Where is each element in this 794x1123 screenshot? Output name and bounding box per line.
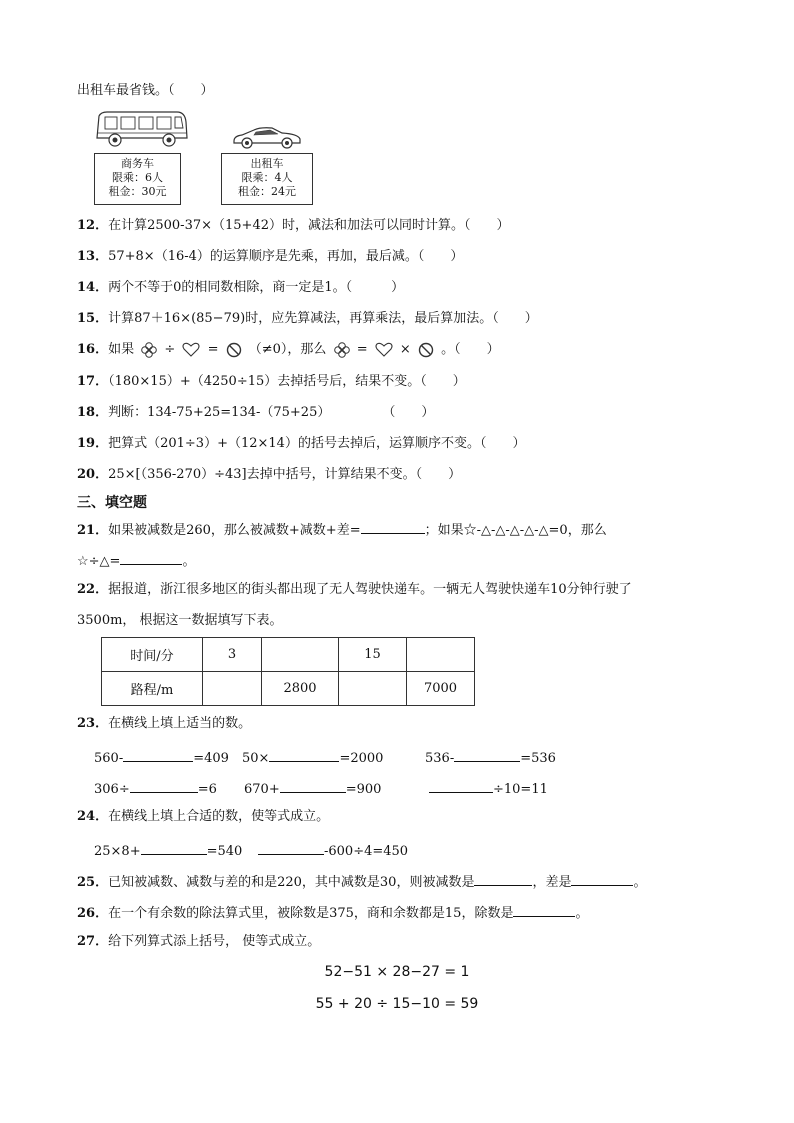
table-cell: 3 [203, 638, 262, 672]
times-sign: × [399, 342, 411, 357]
table-cell[interactable] [262, 638, 339, 672]
question-number: 13． [77, 249, 109, 264]
table-cell[interactable] [339, 672, 407, 706]
question-15 [77, 310, 538, 328]
question-19 [77, 435, 525, 453]
q21-part3: ☆÷△= [77, 554, 121, 569]
eq-pre: 536- [425, 751, 455, 766]
van-image [93, 108, 189, 154]
answer-blank[interactable] [269, 747, 339, 762]
table-cell: 路程/m [102, 672, 203, 706]
question-number: 26． [77, 906, 109, 921]
question-text: 57+8×（16-4）的运算顺序是先乘，再加，最后减。（ ） [108, 249, 464, 264]
answer-blank[interactable] [280, 778, 346, 793]
table-cell: 7000 [407, 672, 475, 706]
question-number: 24． [77, 809, 109, 824]
q23-item-2 [242, 747, 383, 766]
q25-part3: 。 [633, 875, 647, 890]
eq-post: -600÷4=450 [324, 844, 409, 859]
q26-part1: 在一个有余数的除法算式里，被除数是375，商和余数都是15，除数是 [108, 906, 514, 921]
question-text: 给下列算式添上括号， 使等式成立。 [108, 934, 321, 949]
question-number: 19． [77, 436, 109, 451]
q22-line1: 据报道，浙江很多地区的街头都出现了无人驾驶快递车。一辆无人驾驶快递车10分钟行驶了 [108, 582, 632, 597]
clover-icon [334, 342, 350, 358]
q23-item-4 [94, 778, 217, 797]
eq-post: =536 [520, 751, 556, 766]
q25-part2: ，差是 [532, 875, 572, 890]
question-20 [77, 466, 461, 484]
q23-item-1 [94, 747, 229, 766]
eq-post: =6 [197, 782, 217, 797]
question-number: 25． [77, 875, 109, 890]
question-17 [77, 373, 466, 391]
question-number: 20． [77, 467, 109, 482]
question-number: 23． [77, 716, 109, 731]
answer-blank[interactable] [454, 747, 520, 762]
equation-1: 52−51 × 28−27 = 1 [324, 964, 470, 980]
table-row [102, 672, 475, 706]
question-number: 18． [77, 405, 109, 420]
table-cell: 时间/分 [102, 638, 203, 672]
answer-blank[interactable] [123, 747, 193, 762]
question-14 [77, 279, 404, 297]
q16-condition: （≠0），那么 [248, 342, 327, 357]
question-text: 判断：134-75+25=134-（75+25） （ ） [108, 405, 435, 420]
question-text: 两个不等于0的相同数相除，商一定是1。（ ） [108, 280, 405, 295]
q23-item-6 [429, 778, 548, 797]
question-12 [77, 217, 509, 235]
eq-pre: 50× [242, 751, 270, 766]
equation-2: 55 + 20 ÷ 15−10 = 59 [315, 996, 479, 1012]
q24-item-1 [94, 840, 242, 859]
question-24 [77, 808, 329, 826]
eq-pre: 25×8+ [94, 844, 141, 859]
vehicle-box-taxi [221, 153, 313, 205]
q21-part1: 如果被减数是260，那么被减数+减数+差= [108, 523, 361, 538]
question-22-cont: 3500m， 根据这一数据填写下表。 [77, 613, 283, 628]
question-21 [77, 519, 607, 540]
eq-post: =540 [206, 844, 243, 859]
vehicle-name: 商务车 [121, 157, 154, 170]
eq-post: =900 [345, 782, 382, 797]
question-number: 22． [77, 582, 109, 597]
question-16 [77, 341, 500, 359]
answer-blank[interactable] [141, 840, 207, 855]
eq-pre: 560- [94, 751, 124, 766]
answer-blank[interactable] [429, 778, 493, 793]
taxi-image [232, 124, 302, 150]
vehicle-rent: 租金：30元 [108, 185, 167, 198]
question-number: 27． [77, 934, 109, 949]
equals-sign: = [207, 342, 219, 357]
vehicle-limit: 限乘：4人 [241, 171, 293, 184]
question-27 [77, 933, 320, 951]
question-18 [77, 404, 434, 422]
q26-part2: 。 [575, 906, 589, 921]
question-text: 在横线上填上合适的数，使等式成立。 [108, 809, 330, 824]
prohibited-icon [226, 342, 242, 358]
question-text: 计算87＋16×(85−79)时，应先算减法，再算乘法，最后算加法。（ ） [108, 311, 538, 326]
divide-sign: ÷ [164, 342, 176, 357]
q25-part1: 已知被减数、减数与差的和是220，其中减数是30，则被减数是 [108, 875, 475, 890]
answer-blank[interactable] [361, 519, 425, 534]
answer-blank[interactable] [513, 902, 575, 917]
q23-item-5 [244, 778, 381, 797]
question-text: 把算式（201÷3）+（12×14）的括号去掉后，运算顺序不变。（ ） [108, 436, 526, 451]
time-distance-table [101, 637, 475, 706]
question-25 [77, 871, 646, 892]
question-26 [77, 902, 588, 923]
question-13 [77, 248, 463, 266]
answer-blank[interactable] [130, 778, 198, 793]
table-cell[interactable] [407, 638, 475, 672]
question-number: 14． [77, 280, 109, 295]
vehicle-box-business [94, 153, 181, 205]
table-cell[interactable] [203, 672, 262, 706]
vehicle-rent: 租金：24元 [238, 185, 296, 198]
clover-icon [141, 342, 157, 358]
q23-item-3 [425, 747, 556, 766]
question-number: 21． [77, 523, 109, 538]
question-23 [77, 715, 251, 733]
table-cell: 15 [339, 638, 407, 672]
question-text: 在横线上填上适当的数。 [108, 716, 252, 731]
vehicle-limit: 限乘：6人 [112, 171, 163, 184]
heart-icon [182, 342, 200, 357]
q16-prefix: 如果 [108, 342, 135, 357]
q21-part4: 。 [182, 554, 196, 569]
table-cell: 2800 [262, 672, 339, 706]
vehicle-name: 出租车 [250, 157, 284, 170]
eq-pre: 670+ [244, 782, 280, 797]
question-22 [77, 581, 632, 599]
question-number: 17． [77, 374, 109, 389]
question-number: 15． [77, 311, 109, 326]
question-number: 16． [77, 342, 109, 357]
answer-blank[interactable] [120, 550, 182, 565]
q16-end: 。（ ） [441, 342, 500, 357]
q21-part2: ；如果☆-△-△-△-△-△=0，那么 [424, 523, 607, 538]
answer-blank[interactable] [571, 871, 633, 886]
answer-blank[interactable] [474, 871, 532, 886]
question-11-tail: 出租车最省钱。（ ） [77, 83, 214, 98]
question-number: 12． [77, 218, 109, 233]
prohibited-icon [418, 342, 434, 358]
question-21-cont [77, 550, 195, 571]
heart-icon [375, 342, 393, 357]
eq-post: =2000 [339, 751, 384, 766]
answer-blank[interactable] [258, 840, 324, 855]
question-text: 在计算2500-37×（15+42）时，减法和加法可以同时计算。（ ） [108, 218, 510, 233]
equals-sign: = [356, 342, 368, 357]
section-title: 三、填空题 [77, 495, 147, 511]
question-text: 25×[（356-270）÷43]去掉中括号，计算结果不变。（ ） [108, 467, 462, 482]
eq-pre: 306÷ [94, 782, 130, 797]
table-row [102, 638, 475, 672]
eq-post: ÷10=11 [493, 782, 548, 797]
question-text: （180×15）+（4250÷15）去掉括号后，结果不变。（ ） [108, 374, 466, 389]
q24-item-2 [258, 840, 408, 859]
eq-post: =409 [193, 751, 229, 766]
